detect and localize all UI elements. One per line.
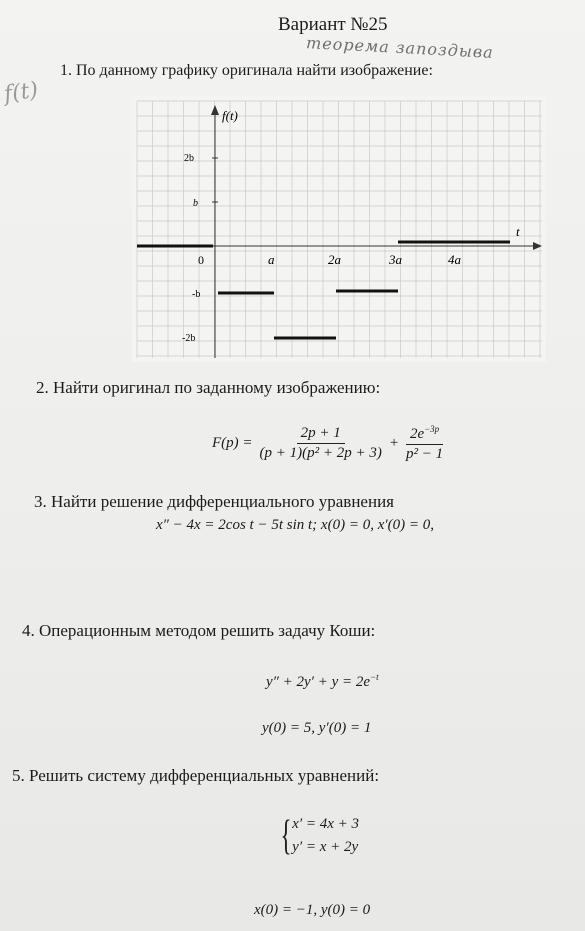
x-axis-label: t (516, 224, 520, 239)
system-brace-icon: { (280, 813, 292, 859)
task5-system (276, 815, 359, 857)
task2-frac2-num-exponent: −3p (424, 424, 440, 434)
task2-fraction-2 (402, 424, 447, 463)
y-axis-label: f(t) (222, 108, 238, 123)
task2-frac1-denominator: (p + 1)(p² + 2p + 3) (259, 445, 382, 461)
task5-equation-1: x′ = 4x + 3 (292, 816, 360, 832)
task5-initial-conditions: x(0) = −1, y(0) = 0 (254, 902, 371, 918)
task1-graph (132, 96, 546, 362)
y-tick-b: b (193, 198, 198, 209)
x-tick-3a: 3a (389, 252, 402, 267)
task2-frac2-denominator: p² − 1 (406, 446, 444, 462)
task4-equation-main: y″ + 2y′ + y = 2e (266, 674, 371, 690)
task2-frac2-num-base: 2e (409, 426, 425, 442)
task2-frac2-numerator (406, 424, 443, 445)
task2-formula (212, 424, 450, 463)
variant-title: Вариант №25 (278, 14, 388, 35)
task4-equation (266, 672, 379, 691)
task2-frac1-numerator: 2p + 1 (297, 425, 345, 444)
task1-title: 1. По данному графику оригинала найти изображение: (60, 62, 433, 79)
task2-lhs: F(p) = (212, 435, 253, 451)
y-tick-minus-b: -b (192, 289, 201, 300)
task2-plus: + (388, 435, 399, 451)
task2-fraction-1 (256, 425, 386, 462)
task5-equation-2: y′ = x + 2y (292, 839, 359, 855)
y-tick-minus-2b: -2b (182, 333, 196, 344)
x-tick-a: a (268, 252, 275, 267)
task4-initial-conditions: y(0) = 5, y′(0) = 1 (262, 720, 372, 736)
task3-equation: x″ − 4x = 2cos t − 5t sin t; x(0) = 0, x′(0) = 0, (156, 517, 434, 533)
origin-label: 0 (198, 253, 204, 267)
task3-title: 3. Найти решение дифференциального уравнения (34, 492, 394, 511)
handwritten-note-side: f(t) (2, 77, 40, 108)
task4-equation-exponent: −t (370, 672, 379, 682)
handwritten-note-top: теорема запоздыва (305, 33, 495, 62)
task4-title: 4. Операционным методом решить задачу Коши: (22, 621, 376, 640)
x-tick-2a: 2a (328, 252, 341, 267)
task5-title: 5. Решить систему дифференциальных уравнений: (12, 766, 380, 785)
task2-title: 2. Найти оригинал по заданному изображению: (36, 378, 381, 397)
y-tick-2b: 2b (184, 153, 194, 164)
x-tick-4a: 4a (448, 252, 461, 267)
